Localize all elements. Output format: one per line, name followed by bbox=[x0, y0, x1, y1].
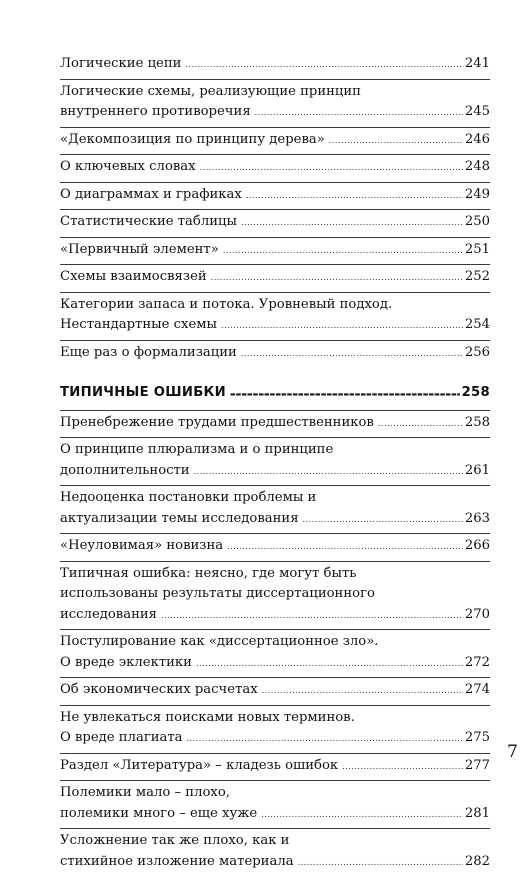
entry-title-line: Типичная ошибка: неясно, где могут быть bbox=[60, 564, 356, 585]
entry-title-line: Об экономических расчетах bbox=[60, 680, 258, 701]
dot-leader bbox=[223, 241, 463, 262]
toc-row bbox=[60, 267, 490, 289]
entry-page: 258 bbox=[465, 413, 490, 434]
entry-title-line: внутреннего противоречия bbox=[60, 102, 251, 123]
entry-page: 250 bbox=[465, 212, 490, 233]
dot-leader bbox=[196, 654, 463, 675]
toc-row bbox=[60, 509, 490, 531]
toc-row bbox=[60, 584, 490, 605]
entry-page: 246 bbox=[465, 130, 490, 151]
toc-entry bbox=[60, 209, 490, 237]
entry-title-line: О ключевых словах bbox=[60, 157, 196, 178]
entry-page: 281 bbox=[465, 804, 490, 825]
entry-title-line: Недооценка постановки проблемы и bbox=[60, 488, 316, 509]
toc-entry bbox=[60, 561, 490, 630]
entry-page: 282 bbox=[465, 852, 490, 873]
toc-row bbox=[60, 212, 490, 234]
toc-row bbox=[60, 831, 490, 852]
entry-title-line: О принципе плюрализма и о принципе bbox=[60, 440, 333, 461]
entry-title-line: «Неуловимая» новизна bbox=[60, 536, 223, 557]
entry-page: 277 bbox=[465, 756, 490, 777]
toc-entry bbox=[60, 780, 490, 828]
entry-title-line: исследования bbox=[60, 605, 157, 626]
entry-title-line: Раздел «Литература» – кладезь ошибок bbox=[60, 756, 338, 777]
dot-leader bbox=[185, 55, 462, 76]
toc-row bbox=[60, 653, 490, 675]
entry-page: 270 bbox=[465, 605, 490, 626]
toc-row bbox=[60, 756, 490, 778]
entry-page: 252 bbox=[465, 267, 490, 288]
toc-row bbox=[60, 440, 490, 461]
dot-leader bbox=[241, 344, 463, 365]
toc-row bbox=[60, 488, 490, 509]
toc-row bbox=[60, 632, 490, 653]
entry-title-line: Полемики мало – плохо, bbox=[60, 783, 230, 804]
toc-row bbox=[60, 240, 490, 262]
dot-leader bbox=[227, 537, 463, 558]
toc-row bbox=[60, 852, 490, 874]
toc-row bbox=[60, 315, 490, 337]
entry-title-line: Статистические таблицы bbox=[60, 212, 237, 233]
toc-row bbox=[60, 383, 490, 406]
entry-title-line: Пренебрежение трудами предшественников bbox=[60, 413, 374, 434]
entry-page: 272 bbox=[465, 653, 490, 674]
dot-leader bbox=[303, 510, 463, 531]
table-of-contents bbox=[60, 52, 490, 876]
toc-row bbox=[60, 413, 490, 435]
toc-entry bbox=[60, 340, 490, 368]
toc-row bbox=[60, 461, 490, 483]
toc-row bbox=[60, 130, 490, 152]
toc-row bbox=[60, 804, 490, 826]
toc-entry bbox=[60, 533, 490, 561]
dot-leader bbox=[221, 316, 463, 337]
entry-page: 266 bbox=[465, 536, 490, 557]
dot-leader bbox=[200, 158, 463, 179]
toc-entry bbox=[60, 292, 490, 340]
toc-entry bbox=[60, 237, 490, 265]
entry-title-line: Не увлекаться поисками новых терминов. bbox=[60, 708, 355, 729]
section-page: 258 bbox=[462, 383, 490, 404]
toc-entry bbox=[60, 154, 490, 182]
toc-entry bbox=[60, 437, 490, 485]
dot-leader bbox=[298, 853, 463, 874]
entry-title-line: дополнительности bbox=[60, 461, 190, 482]
entry-page: 274 bbox=[465, 680, 490, 701]
entry-title-line: Логические схемы, реализующие принцип bbox=[60, 82, 361, 103]
entry-title-line: Еще раз о формализации bbox=[60, 343, 237, 364]
dot-leader bbox=[329, 131, 463, 152]
toc-row bbox=[60, 605, 490, 627]
toc-entry bbox=[60, 485, 490, 533]
toc-row bbox=[60, 680, 490, 702]
entry-page: 249 bbox=[465, 185, 490, 206]
toc-entry bbox=[60, 828, 490, 876]
dot-leader bbox=[255, 103, 463, 124]
dot-leader bbox=[211, 268, 463, 289]
entry-page: 263 bbox=[465, 509, 490, 530]
toc-row bbox=[60, 102, 490, 124]
toc-row bbox=[60, 708, 490, 729]
toc-group-1 bbox=[60, 52, 490, 367]
section-heading bbox=[60, 381, 490, 411]
toc-entry bbox=[60, 79, 490, 127]
dot-leader bbox=[241, 213, 463, 234]
entry-page: 245 bbox=[465, 102, 490, 123]
dot-leader bbox=[246, 186, 463, 207]
toc-entry bbox=[60, 127, 490, 155]
dot-leader bbox=[262, 681, 463, 702]
entry-title-line: Логические цепи bbox=[60, 54, 181, 75]
toc-row bbox=[60, 783, 490, 804]
dot-leader bbox=[161, 606, 463, 627]
entry-page: 254 bbox=[465, 315, 490, 336]
entry-title-line: «Декомпозиция по принципу дерева» bbox=[60, 130, 325, 151]
toc-entry bbox=[60, 182, 490, 210]
dot-leader bbox=[230, 384, 460, 406]
entry-title-line: Категории запаса и потока. Уровневый подход. bbox=[60, 295, 392, 316]
toc-row bbox=[60, 564, 490, 585]
dot-leader bbox=[342, 757, 463, 778]
toc-entry bbox=[60, 705, 490, 753]
toc-entry bbox=[60, 677, 490, 705]
toc-entry bbox=[60, 753, 490, 781]
toc-entry bbox=[60, 52, 490, 79]
entry-title-line: актуализации темы исследования bbox=[60, 509, 299, 530]
entry-title-line: Усложнение так же плохо, как и bbox=[60, 831, 289, 852]
entry-page: 275 bbox=[465, 728, 490, 749]
toc-row bbox=[60, 54, 490, 76]
entry-page: 256 bbox=[465, 343, 490, 364]
toc-row bbox=[60, 157, 490, 179]
toc-entry bbox=[60, 411, 490, 438]
dot-leader bbox=[378, 414, 463, 435]
toc-row bbox=[60, 185, 490, 207]
toc-row bbox=[60, 343, 490, 365]
page-number: 7 bbox=[507, 742, 518, 763]
entry-title-line: «Первичный элемент» bbox=[60, 240, 219, 261]
toc-entry bbox=[60, 264, 490, 292]
entry-title-line: Нестандартные схемы bbox=[60, 315, 217, 336]
toc-group-2 bbox=[60, 411, 490, 876]
toc-row bbox=[60, 536, 490, 558]
entry-title-line: полемики много – еще хуже bbox=[60, 804, 257, 825]
dot-leader bbox=[261, 805, 463, 826]
toc-row bbox=[60, 728, 490, 750]
entry-page: 251 bbox=[465, 240, 490, 261]
entry-title-line: Постулирование как «диссертационное зло». bbox=[60, 632, 378, 653]
toc-entry bbox=[60, 629, 490, 677]
entry-title-line: О диаграммах и графиках bbox=[60, 185, 242, 206]
dot-leader bbox=[194, 462, 463, 483]
entry-title-line: О вреде эклектики bbox=[60, 653, 192, 674]
entry-page: 241 bbox=[465, 54, 490, 75]
entry-page: 248 bbox=[465, 157, 490, 178]
toc-row bbox=[60, 82, 490, 103]
entry-title-line: использованы результаты диссертационного bbox=[60, 584, 375, 605]
entry-page: 261 bbox=[465, 461, 490, 482]
entry-title-line: стихийное изложение материала bbox=[60, 852, 294, 873]
entry-title-line: Схемы взаимосвязей bbox=[60, 267, 207, 288]
section-gap bbox=[60, 367, 490, 381]
toc-row bbox=[60, 295, 490, 316]
entry-title-line: О вреде плагиата bbox=[60, 728, 183, 749]
section-title: ТИПИЧНЫЕ ОШИБКИ bbox=[60, 383, 226, 404]
dot-leader bbox=[187, 729, 463, 750]
